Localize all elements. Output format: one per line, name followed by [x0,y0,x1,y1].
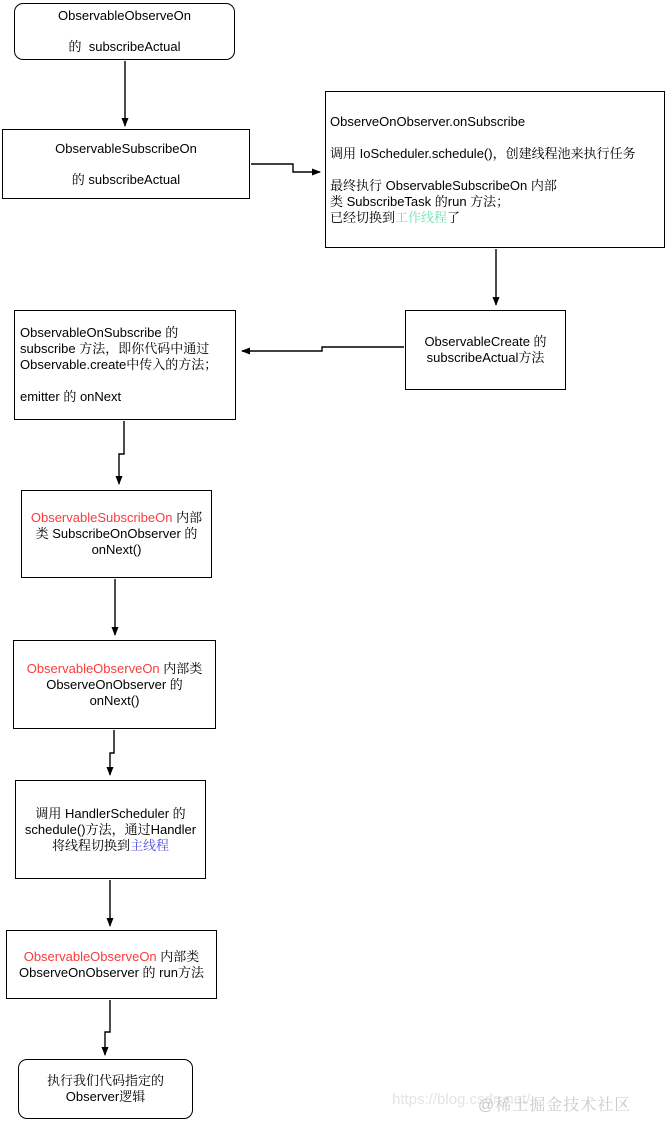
node-text-line [20,373,24,389]
flow-node-observable-create [405,310,566,390]
flow-node-final-observer [18,1059,193,1119]
node-text-line: Observer逻辑 [65,1089,146,1104]
arrow-obsonobserver-to-handler [110,730,114,775]
node-text-line: ObservableSubscribeOn [55,140,197,156]
node-text-line: 调用 HandlerScheduler 的 [35,805,186,821]
node-text-line: 最终执行 ObservableSubscribeOn 内部 [330,178,557,193]
flow-node-subscribeonobserver-onnext [21,490,212,578]
node-text-line: ObservableObserveOn 内部类 [23,948,200,964]
node-text-line [330,162,334,178]
node-text-line: Observable.create中传入的方法； [20,357,218,372]
flow-node-handler-scheduler [15,780,206,879]
watermark-blog-url: https://blog.csdn.net/ [392,1091,531,1108]
node-text-line: ObservableCreate 的 [424,334,547,349]
node-text-line: ObserveOnObserver 的 run方法 [19,964,204,980]
flow-node-observable-subscribe-on [2,129,250,199]
node-text-line: 的 subscribeActual [71,171,181,187]
node-text-line: onNext() [91,542,142,557]
arrow-run-to-final [105,1000,110,1055]
node-text-line [330,130,334,146]
node-text-line: ObservableSubscribeOn 内部 [30,510,203,525]
arrow-onsubscribe-user-to-subonobserver [119,421,124,484]
flow-node-observeonobserver-onnext [13,640,216,729]
flow-node-observable-on-subscribe [14,310,236,420]
flow-node-observable-observe-on [14,3,235,60]
node-text-line: ObservableObserveOn [58,8,191,23]
node-text-line: 执行我们代码指定的 [46,1073,164,1088]
flow-node-observeonobserver-run [6,930,217,999]
node-text-line: subscribeActual方法 [426,350,545,365]
node-text-line: 已经切换到工作线程了 [330,210,461,225]
node-text-line: ObservableObserveOn 内部类 [26,660,203,676]
node-text-line: 的 subscribeActual [68,39,181,54]
node-text-line: emitter 的 onNext [20,389,122,404]
node-text-line: 类 SubscribeTask 的run 方法； [330,194,510,209]
node-text-line: 调用 IoScheduler.schedule()，创建线程池来执行任务 [330,146,636,161]
node-text-line: 类 SubscribeOnObserver 的 [35,526,198,541]
node-text-line: ObserveOnObserver.onSubscribe [330,114,526,129]
watermark-community: @稀土掘金技术社区 [478,1097,632,1114]
flow-node-observeonobserver-onsubscribe [325,91,665,248]
node-text-line: schedule()方法，通过Handler [24,821,197,837]
node-text-line: ObserveOnObserver 的 [46,676,183,692]
arrow-subscribeon-to-onsubscribe [251,164,320,172]
node-text-line: subscribe 方法，即你代码中通过 [20,341,210,356]
arrow-create-to-onsubscribe-user [242,347,404,351]
node-text-line: 将线程切换到主线程 [51,837,170,853]
node-text-line: onNext() [89,692,140,708]
node-text-line: ObservableOnSubscribe 的 [20,325,179,340]
